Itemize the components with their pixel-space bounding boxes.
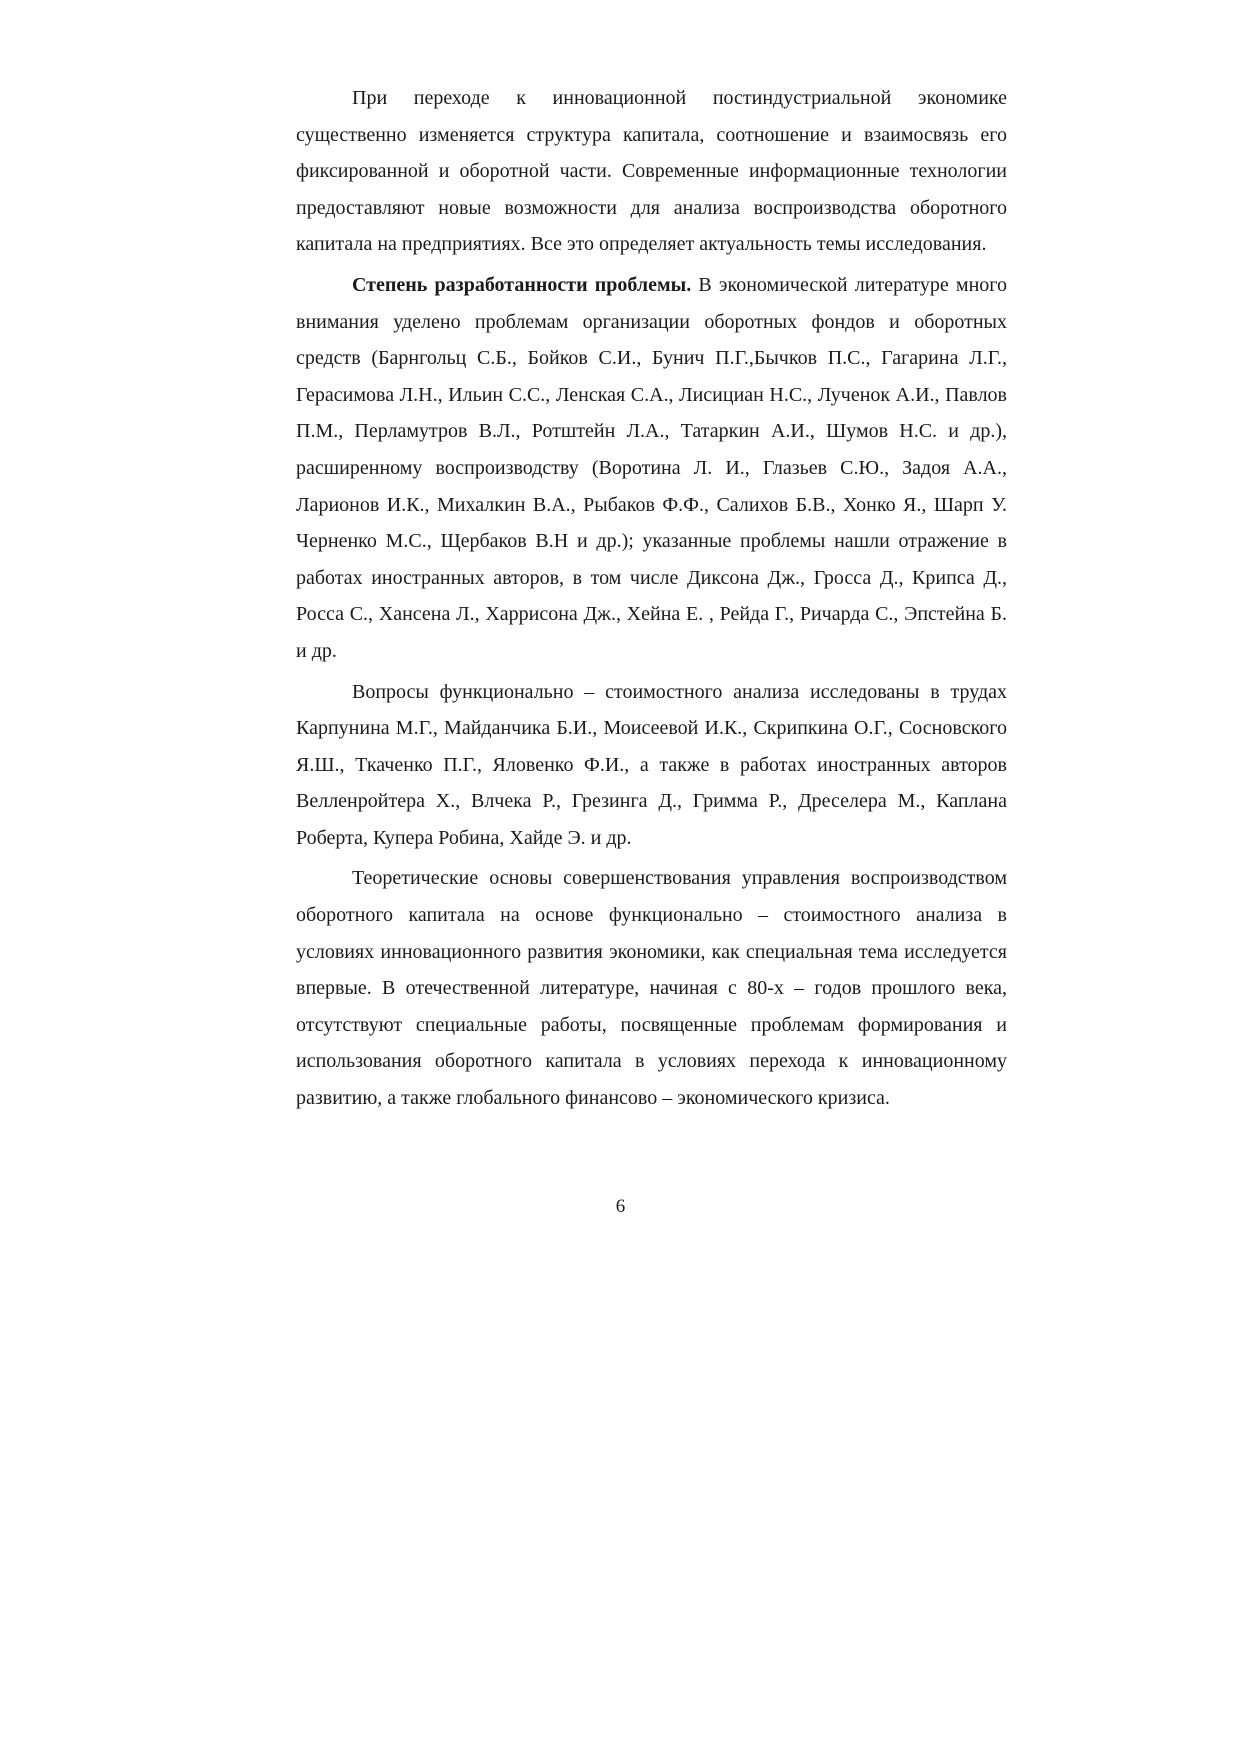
paragraph-intro [296, 80, 1007, 263]
paragraph-functional-cost-analysis-text: Вопросы функционально – стоимостного анализа исследованы в трудах Карпунина М.Г., Майданчика Б.И., Моисеевой И.К., Скрипкина О.Г., Сосновского Я.Ш., Ткаченко П.Г., Яловенко Ф.И., а также в работах иностранных авторов Велленройтера Х., Влчека Р., Грезинга Д., Гримма Р., Дреселера М., Каплана Роберта, Купера Робина, Хайде Э. и др. [296, 680, 1007, 849]
page-number: 6 [615, 1196, 626, 1217]
paragraph-functional-cost-analysis [296, 674, 1007, 857]
paragraph-heading: Степень разработанности проблемы. [352, 273, 692, 296]
body-text [296, 80, 1007, 1121]
paragraph-research-degree-text: В экономической литературе много внимания уделено проблемам организации оборотных фондов и оборотных средств (Барнгольц С.Б., Бойков С.И., Бунич П.Г.,Бычков П.С., Гагарина Л.Г., Герасимова Л.Н., Ильин С.С., Ленская С.А., Лисициан Н.С., Лученок А.И., Павлов П.М., Перламутров В.Л., Ротштейн Л.А., Татаркин А.И., Шумов Н.С. и др.), расширенному воспроизводству (Воротина Л. И., Глазьев С.Ю., Задоя А.А., Ларионов И.К., Михалкин В.А., Рыбаков Ф.Ф., Салихов Б.В., Хонко Я., Шарп У. Черненко М.С., Щербаков В.Н и др.); указанные проблемы нашли отражение в работах иностранных авторов, в том числе Диксона Дж., Гросса Д., Крипса Д., Росса С., Хансена Л., Харрисона Дж., Хейна Е. , Рейда Г., Ричарда С., Эпстейна Б. и др. [296, 273, 1007, 662]
paragraph-intro-text: При переходе к инновационной постиндустриальной экономике существенно изменяется структура капитала, соотношение и взаимосвязь его фиксированной и оборотной части. Современные информационные технологии предоставляют новые возможности для анализа воспроизводства оборотного капитала на предприятиях. Все это определяет актуальность темы исследования. [296, 87, 1007, 256]
paragraph-research-degree [296, 267, 1007, 670]
paragraph-theoretical-basis [296, 860, 1007, 1116]
paragraph-theoretical-basis-text: Теоретические основы совершенствования управления воспроизводством оборотного капитала на основе функционально – стоимостного анализа в условиях инновационного развития экономики, как специальная тема исследуется впервые. В отечественной литературе, начиная с 80-х – годов прошлого века, отсутствуют специальные работы, посвященные проблемам формирования и использования оборотного капитала в условиях перехода к инновационному развитию, а также глобального финансово – экономического кризиса. [296, 867, 1007, 1110]
